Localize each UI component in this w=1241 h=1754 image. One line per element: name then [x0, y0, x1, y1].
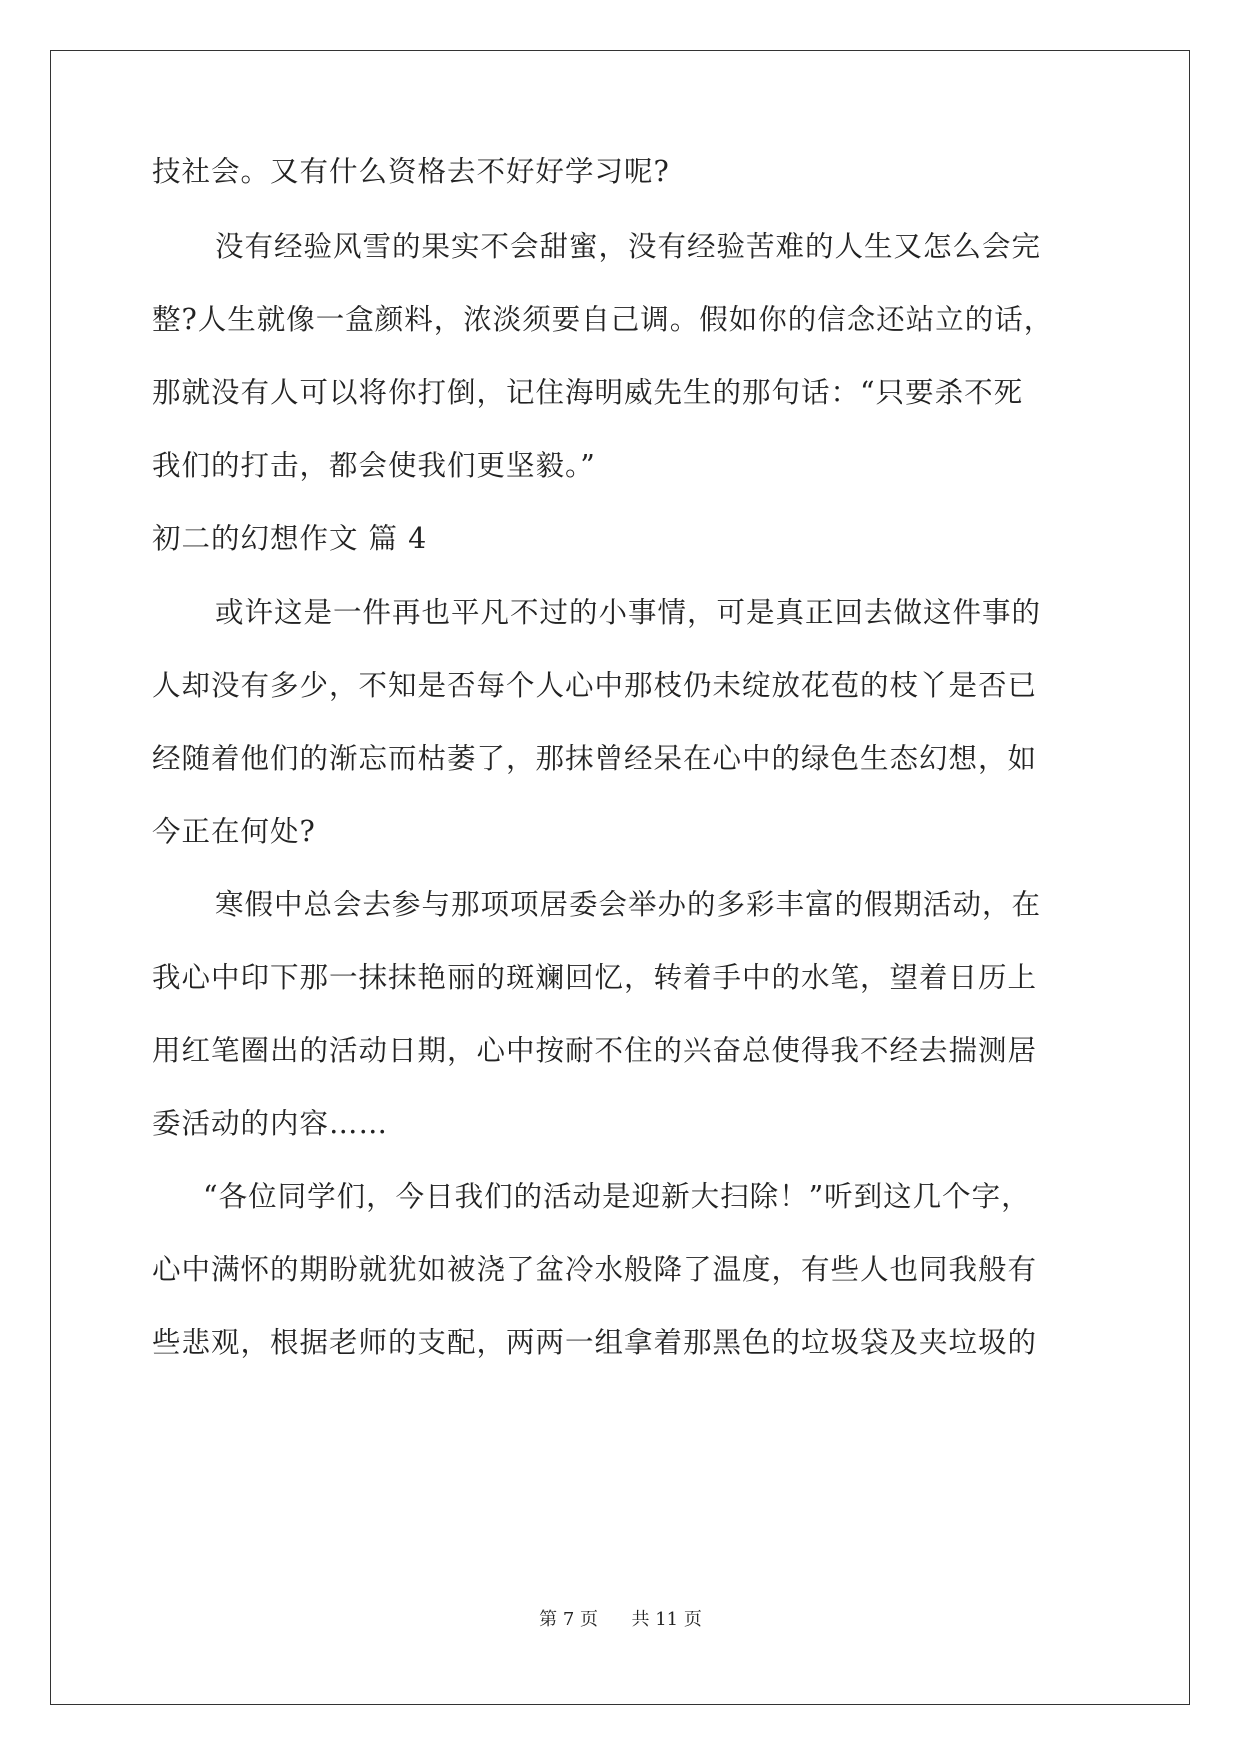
- body-line: 些悲观，根据老师的支配，两两一组拿着那黑色的垃圾袋及夹垃圾的: [152, 1326, 1038, 1359]
- body-line: “各位同学们，今日我们的活动是迎新大扫除！”听到这几个字，: [203, 1180, 1031, 1213]
- body-line: 我心中印下那一抹抹艳丽的斑斓回忆，转着手中的水笔，望着日历上: [152, 961, 1038, 994]
- body-line: 没有经验风雪的果实不会甜蜜，没有经验苦难的人生又怎么会完: [215, 230, 1042, 263]
- page-number: 第 7 页: [539, 1609, 599, 1630]
- body-line: 寒假中总会去参与那项项居委会举办的多彩丰富的假期活动，在: [215, 888, 1042, 921]
- page-footer: [0, 1608, 1241, 1632]
- page-total: 共 11 页: [631, 1609, 702, 1630]
- body-line: 今正在何处?: [152, 815, 316, 848]
- body-line: 那就没有人可以将你打倒，记住海明威先生的那句话：“只要杀不死: [152, 376, 1024, 409]
- body-line: 用红笔圈出的活动日期，心中按耐不住的兴奋总使得我不经去揣测居: [152, 1034, 1038, 1067]
- body-line: 委活动的内容……: [152, 1107, 389, 1140]
- section-heading: 初二的幻想作文 篇 4: [152, 522, 428, 555]
- body-line: 人却没有多少，不知是否每个人心中那枝仍未绽放花苞的枝丫是否已: [152, 669, 1038, 702]
- body-line: 或许这是一件再也平凡不过的小事情，可是真正回去做这件事的: [215, 596, 1042, 629]
- body-line: 我们的打击，都会使我们更坚毅。”: [152, 449, 596, 482]
- page-border: [50, 50, 1190, 1705]
- body-line: 整?人生就像一盒颜料，浓淡须要自己调。假如你的信念还站立的话，: [152, 303, 1054, 336]
- body-line: 技社会。又有什么资格去不好好学习呢?: [152, 155, 670, 188]
- body-line: 心中满怀的期盼就犹如被浇了盆冷水般降了温度，有些人也同我般有: [152, 1253, 1038, 1286]
- body-line: 经随着他们的渐忘而枯萎了，那抹曾经呆在心中的绿色生态幻想，如: [152, 742, 1038, 775]
